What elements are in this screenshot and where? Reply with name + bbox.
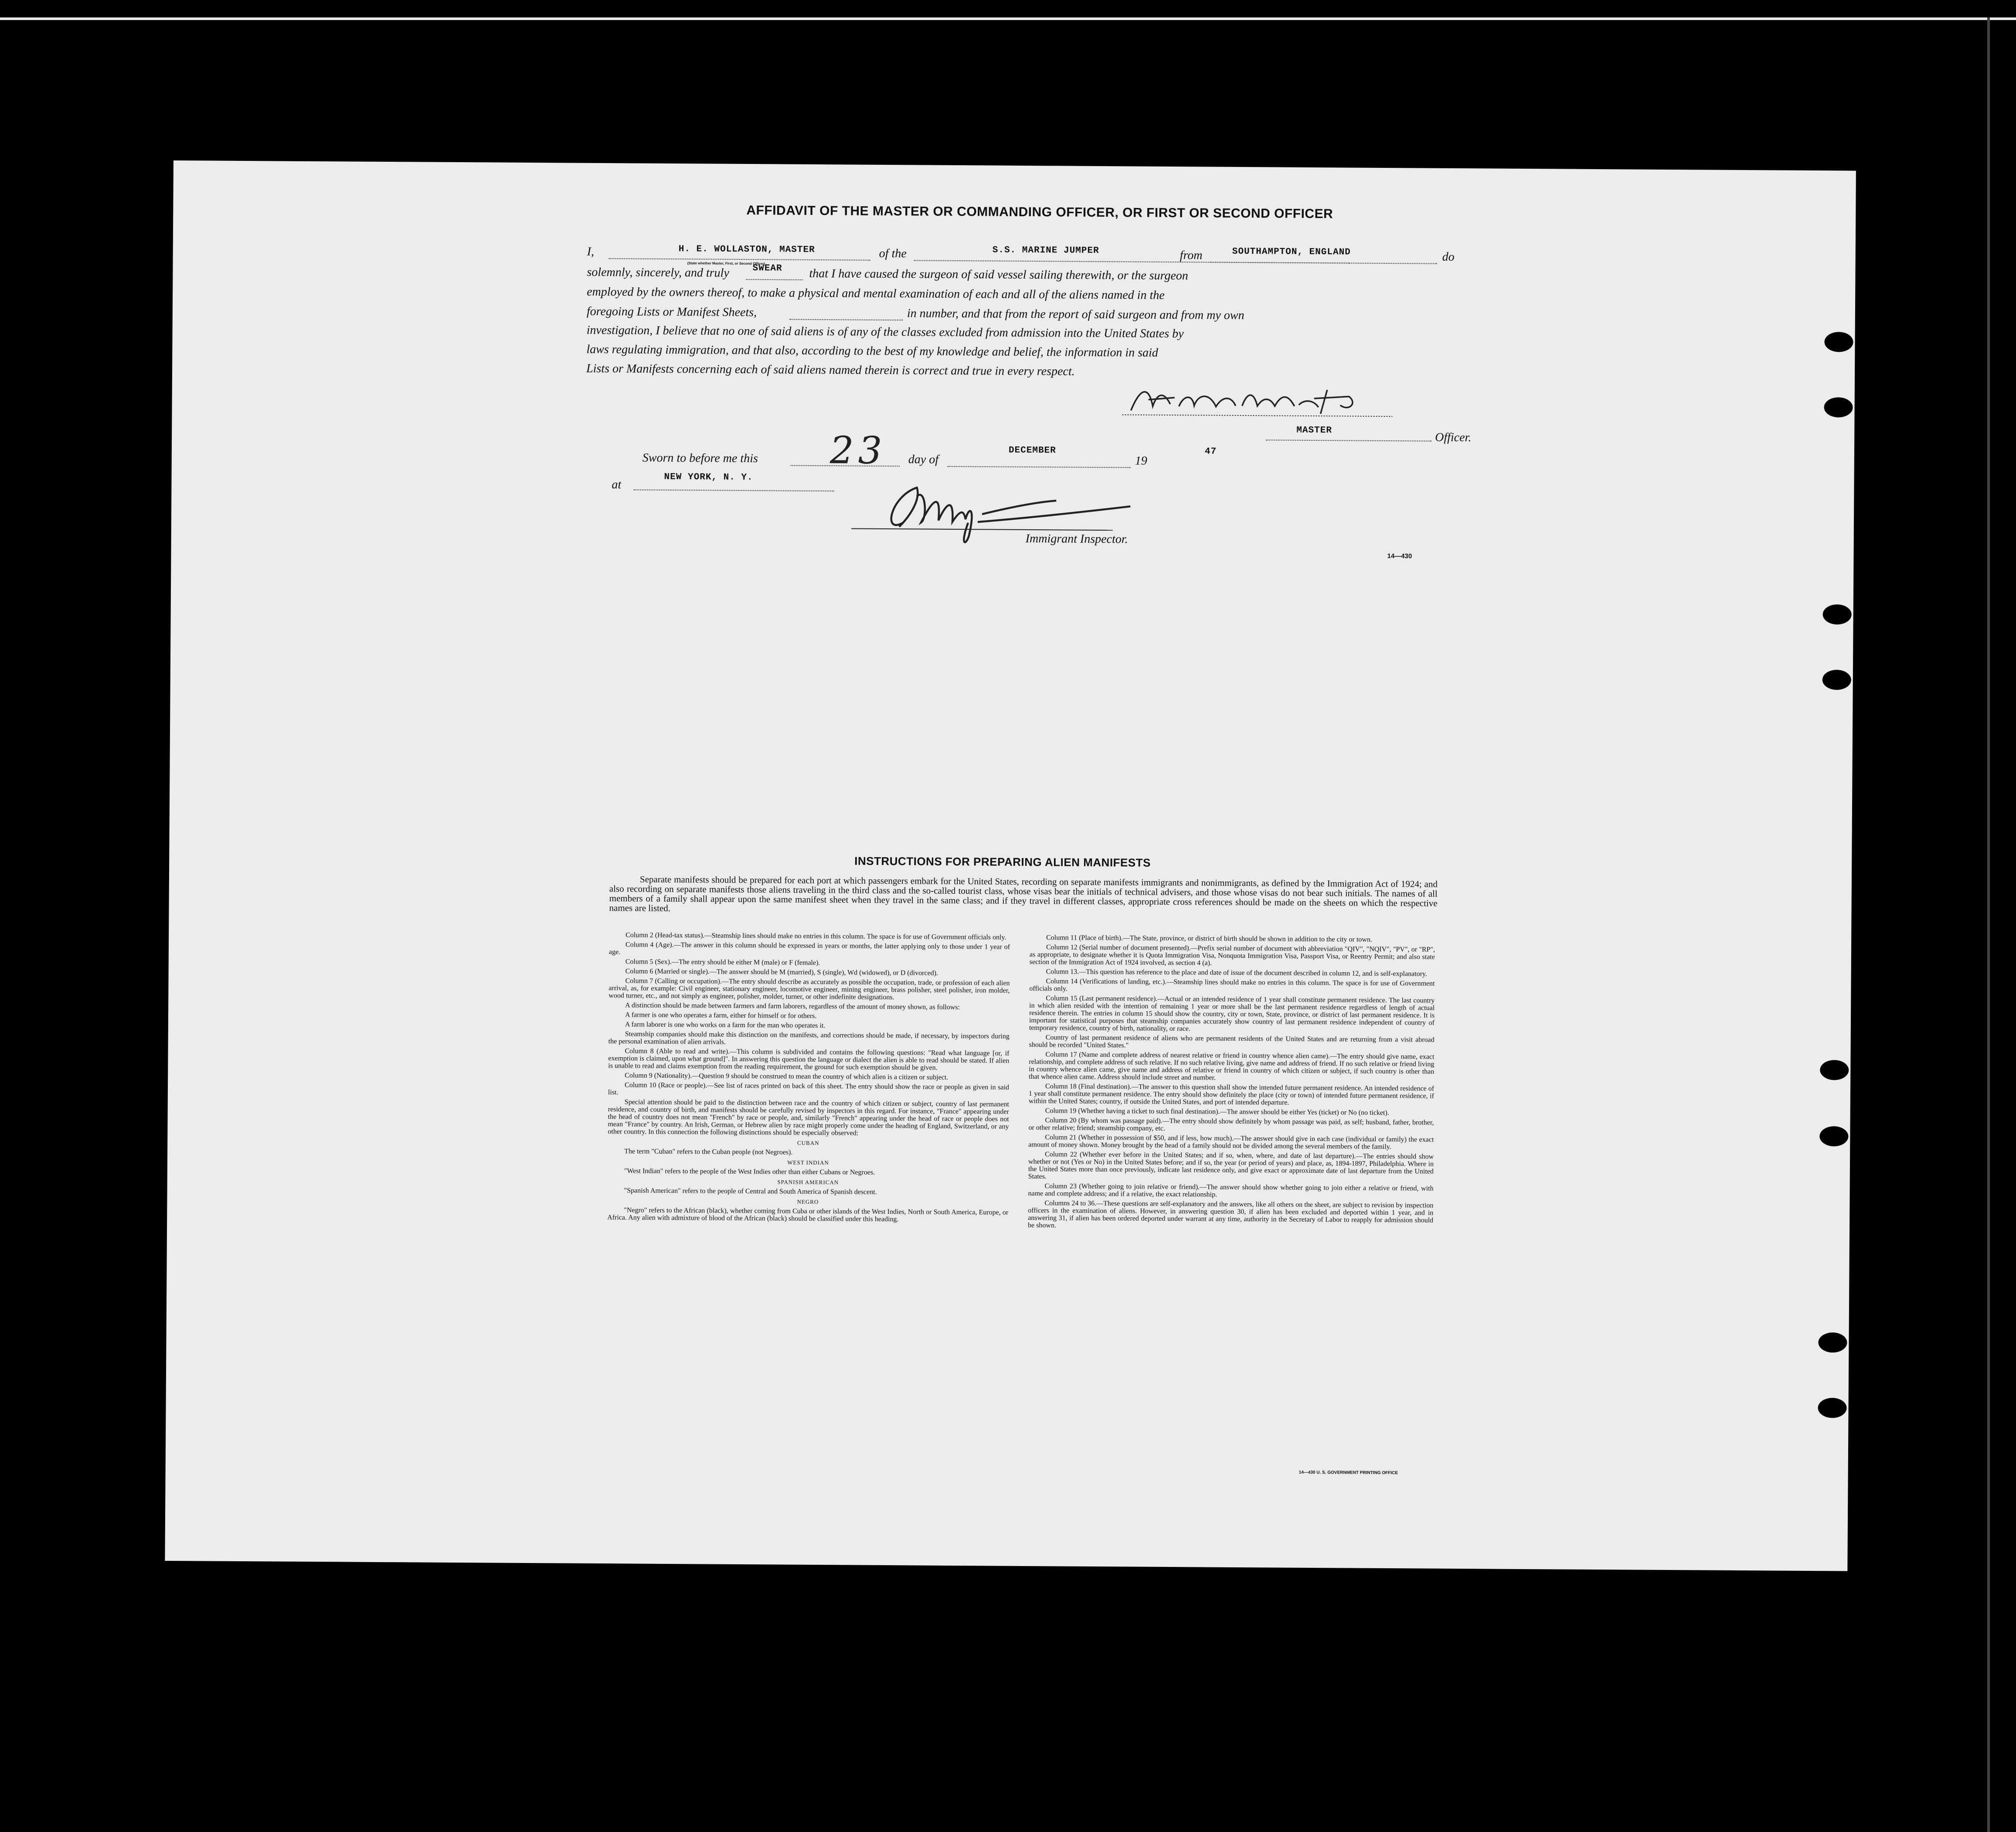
left-paragraph: Column 7 (Calling or occupation).—The entry should describe as accurately as possible the occupation, trade, or profession of each alien arrival, as, for example: Civil engineer, stationary engineer, locomotive engineer, mining engineer, brass polisher, steel polisher, iron molder, wood turner, etc., and not simply as engineer, polisher, molder, turner, or other indefinite designations.	[609, 977, 1010, 1001]
port-from: SOUTHAMPTON, ENGLAND	[1232, 246, 1351, 258]
officer-name: H. E. WOLLASTON, MASTER	[678, 244, 815, 255]
right-paragraph: Column 20 (By whom was passage paid).—The entry should show definitely by whom passage was paid, as self; husband, father, brother, or other relative; friend; steamship company, etc.	[1028, 1117, 1434, 1132]
right-paragraph: Column 11 (Place of birth).—The State, province, or district of birth should be shown in addition to the city or town.	[1046, 934, 1372, 943]
west-indian-heading: WEST INDIAN	[787, 1159, 829, 1166]
affidavit-line4b: in number, and that from the report of said surgeon and from my own	[907, 306, 1244, 323]
at-label: at	[612, 478, 622, 492]
left-paragraph: Column 9 (Nationality).—Question 9 should be construed to mean the country of which alien is a citizen or subject.	[625, 1072, 949, 1081]
cuban-heading: CUBAN	[797, 1139, 819, 1147]
punch-hole	[1824, 397, 1853, 417]
of-the-label: of the	[879, 246, 907, 261]
left-paragraph: Special attention should be paid to the distinction between race and the country of which citizen or subject, country of last permanent residence, and country of birth, and manifests should be carefully revised by inspectors in this regard. For instance, "France" appearing under the head of country does not mean "French" by race or people, and, similarly "French" appearing under the head of race or people does not mean "France" by country. An Irish, German, or Hebrew alien by race might properly come under the heading of England, Switzerland, or any other country. In this connection the following distinctions should be especially observed:	[608, 1098, 1009, 1137]
right-paragraph: Column 17 (Name and complete address of nearest relative or friend in country whence alien came).—The entry should give name, exact relationship, and complete address of such relative. If no such relative living, give name and address of friend. If no such relative or friend living in country whence alien came, give name and address of relative or friend in country of which citizen or subject, if such country is other than that whence alien came. Address should include street and number.	[1029, 1051, 1435, 1082]
sheet-count-line	[789, 319, 903, 321]
affidavit-line1-prefix: I,	[587, 245, 595, 259]
punch-hole	[1822, 670, 1851, 690]
left-paragraph: Column 4 (Age).—The answer in this column should be expressed in years or months, the latter applying only to those under 1 year of age.	[609, 941, 1010, 956]
year-prefix: 19	[1135, 454, 1147, 468]
sworn-prefix: Sworn to before me this	[642, 451, 758, 466]
punch-hole	[1818, 1398, 1846, 1418]
oath-line	[746, 279, 802, 280]
printer-imprint: 14—430 U. S. GOVERNMENT PRINTING OFFICE	[1299, 1470, 1398, 1476]
sworn-month: DECEMBER	[1008, 445, 1056, 456]
affidavit-line6: laws regulating immigration, and that also, according to the best of my knowledge and belief, the information in said	[586, 342, 1158, 360]
sworn-day: 23	[830, 429, 887, 473]
master-signature	[1122, 380, 1393, 421]
negro-heading: NEGRO	[797, 1198, 819, 1205]
officer-title-line	[1266, 439, 1431, 441]
punch-hole	[1818, 1332, 1847, 1352]
year-suffix: 47	[1204, 446, 1217, 457]
affidavit-line4a: foregoing Lists or Manifest Sheets,	[586, 304, 757, 320]
left-paragraph: Steamship companies should make this distinction on the manifests, and corrections should be made, if necessary, by inspectors during the personal examination of alien arrivals.	[608, 1030, 1010, 1046]
west-indian-text: "West Indian" refers to the people of the West Indies other than either Cubans or Negroes.	[624, 1167, 875, 1176]
port-line	[1210, 262, 1437, 264]
officer-title-typed: MASTER	[1296, 425, 1332, 436]
right-paragraph: Column 15 (Last permanent residence).—Actual or an intended residence of 1 year shall constitute permanent residence. The last country in which alien resided with the intention of remaining 1 year or more shall be the last permanent residence regardless of length of actual residence therein. The entries in column 15 should show the country, city or town, State, province, or district of last permanent residence. It is important for statistical purposes that steamship companies accurately show country of last permanent residence independent of country of temporary residence, country of birth, nationality, or race.	[1029, 994, 1435, 1033]
right-paragraph: Column 18 (Final destination).—The answer to this question shall show the intended future permanent residence. An intended residence of 1 year shall constitute permanent residence. The entry should show definitely the place (city or town) of intended future permanent residence, if within the United States; country, if outside the United States, and port of intended departure.	[1028, 1083, 1435, 1107]
affidavit-line2a: solemnly, sincerely, and truly	[587, 265, 729, 280]
instructions-right-column	[1028, 934, 1435, 1234]
right-paragraph: Column 22 (Whether ever before in the United States; and if so, when, where, and date of last departure).—The entries should show whether or not (Yes or No) in the United States before; and if so, the year (or period of years) and place, as, 1894-1897, Philadelphia. Where in the United States more than once previously, indicate last residence only, and give exact or approximate date of last departure from the United States.	[1028, 1151, 1434, 1181]
punch-hole	[1824, 332, 1853, 352]
right-paragraph: Column 12 (Serial number of document presented).—Prefix serial number of document with abbreviation "QIV", "NQIV", "PV", or "RP", as appropriate, to designate whether it is Quota Immigration Visa, Nonquota Immigration Visa, Passport Visa, or Reentry Permit; and also state section of the Immigration Act of 1924 involved, as section 4 (a).	[1029, 943, 1435, 967]
affidavit-line7: Lists or Manifests concerning each of said aliens named therein is correct and true in every respect.	[586, 361, 1075, 378]
spanish-american-text: "Spanish American" refers to the people of Central and South America of Spanish descent.	[624, 1187, 877, 1196]
right-paragraph: Column 23 (Whether going to join relative or friend).—The answer should show whether going to join either a relative or friend, with name and complete address; and if a relative, the exact relationship.	[1028, 1182, 1434, 1199]
negro-text: "Negro" refers to the African (black), whether coming from Cuba or other islands of the West Indies, North or South America, Europe, or Africa. Any alien with admixture of blood of the African (black) should be classified under this heading.	[607, 1206, 1009, 1223]
right-paragraph: Column 19 (Whether having a ticket to such final destination).—The answer should be either Yes (ticket) or No (no ticket).	[1045, 1107, 1389, 1117]
sworn-month-line	[948, 466, 1131, 468]
left-paragraph: Column 10 (Race or people).—See list of races printed on back of this sheet. The entry should show the race or people as given in said list.	[608, 1081, 1010, 1096]
right-paragraph: Column 21 (Whether in possession of $50, and if less, how much).—The answer should give in each case (individual or family) the exact amount of money shown. Money brought by the head of a family should not be divided among the several members of the family.	[1028, 1134, 1434, 1151]
left-paragraph: Column 6 (Married or single).—The answer should be M (married), S (single), Wd (widowed), or D (divorced).	[625, 967, 938, 977]
right-paragraph: Country of last permanent residence of aliens who are permanent residents of the United States and are returning from a visit abroad should be recorded "United States."	[1029, 1034, 1435, 1049]
affidavit-line5: investigation, I believe that no one of said aliens is of any of the classes excluded from admission into the United States by	[586, 323, 1184, 341]
instructions-intro: Separate manifests should be prepared for each port at which passengers embark for the United States, recording on separate manifests immigrants and nonimmigrants, as defined by the Immigration Act of 1924; and also recording on separate manifests those aliens traveling in the third class and the so-called tourist class, whose visas bear the initials of technical advisers, and those whose visas do not bear such initials. The names of all members of a family shall appear upon the same manifest sheet when they travel in the same class; and if they travel in different classes, appropriate cross references should be made on the sheets on which the respective names are listed.	[609, 874, 1438, 913]
oath-word: SWEAR	[752, 263, 782, 274]
inspector-label: Immigrant Inspector.	[1025, 531, 1128, 546]
left-paragraph: A distinction should be made between farmers and farm laborers, regardless of the amount of money shown, as follows:	[625, 1001, 960, 1011]
officer-name-line	[609, 258, 870, 261]
left-paragraph: A farm laborer is one who works on a farm for the man who operates it.	[625, 1021, 826, 1030]
cuban-text: The term "Cuban" refers to the Cuban people (not Negroes).	[624, 1148, 793, 1156]
do-label: do	[1442, 250, 1455, 264]
form-number: 14—430	[1387, 552, 1412, 560]
film-frame-top	[0, 0, 2016, 20]
instructions-left-column	[607, 931, 1010, 1226]
punch-hole	[1819, 1126, 1848, 1146]
sworn-place-line	[633, 489, 834, 491]
punch-hole	[1820, 1060, 1849, 1080]
affidavit-line2b: that I have caused the surgeon of said vessel sailing therewith, or the surgeon	[809, 266, 1188, 283]
affidavit-title: AFFIDAVIT OF THE MASTER OR COMMANDING OFFICER, OR FIRST OR SECOND OFFICER	[746, 203, 1333, 221]
right-paragraph: Column 13.—This question has reference to the place and date of issue of the document described in column 12, and is self-explanatory.	[1046, 968, 1427, 978]
film-frame-edge	[1987, 17, 1990, 1832]
vessel-name: S.S. MARINE JUMPER	[992, 245, 1099, 256]
right-paragraph: Columns 24 to 36.—These questions are self-explanatory and the answers, like all others on the sheet, are subject to revision by inspection officers in the examination of aliens. However, in answering question 30, if alien has been excluded and deported within 1 year, and in answering 31, if alien has been ordered deported under warrant at any time, authority in the Secretary of Labor to reapply for admission should be shown.	[1028, 1199, 1434, 1229]
left-paragraph: A farmer is one who operates a farm, either for himself or for others.	[625, 1011, 817, 1020]
officer-label: Officer.	[1435, 430, 1472, 445]
from-label: from	[1180, 249, 1203, 262]
punch-hole	[1823, 604, 1852, 624]
right-paragraph: Column 14 (Verifications of landing, etc.).—Steamship lines should make no entries in this column. The space is for use of Government officials only.	[1029, 977, 1435, 993]
left-paragraph: Column 8 (Able to read and write).—This column is subdivided and contains the following questions: "Read what language [or, if exemption is claimed, upon what ground]". In answering this question the language or dialect the alien is able to read should be stated. If alien is unable to read and claims exemption from the reading requirement, the ground for such exemption should be given.	[608, 1047, 1010, 1072]
affidavit-line3: employed by the owners thereof, to make a physical and mental examination of each and all of the aliens named in the	[587, 285, 1165, 302]
left-paragraph: Column 5 (Sex).—The entry should be either M (male) or F (female).	[625, 958, 820, 967]
day-of-label: day of	[908, 453, 939, 467]
spanish-american-heading: SPANISH AMERICAN	[777, 1178, 839, 1186]
sworn-place: NEW YORK, N. Y.	[664, 472, 753, 483]
left-paragraph: Column 2 (Head-tax status).—Steamship lines should make no entries in this column. The space is for use of Government officials only.	[626, 931, 1006, 941]
instructions-title: INSTRUCTIONS FOR PREPARING ALIEN MANIFESTS	[854, 854, 1151, 869]
manifest-sheet	[165, 160, 1856, 1571]
officer-note: (State whether Master, First, or Second Officer)	[687, 261, 765, 266]
